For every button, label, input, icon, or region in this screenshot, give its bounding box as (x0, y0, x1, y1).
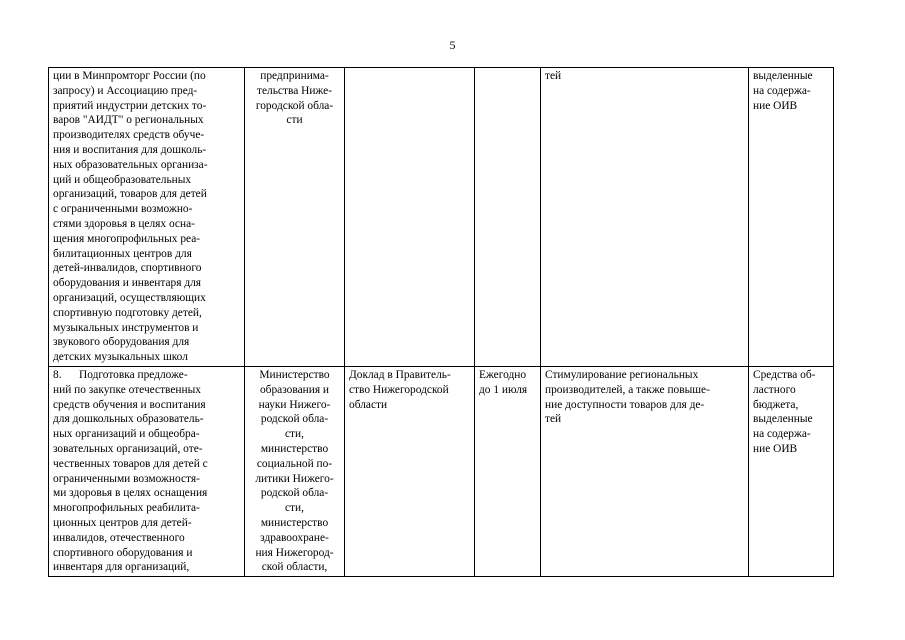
text-line: до 1 июля (479, 383, 528, 396)
text-line: ской области, (261, 561, 328, 574)
text-line: организаций, товаров для детей (53, 188, 207, 201)
text-line: ние ОИВ (753, 99, 798, 112)
text-line: области (349, 398, 388, 411)
text-line: для дошкольных образователь- (53, 413, 204, 426)
table-row (49, 366, 834, 576)
text-line: производителей, а также повыше- (545, 383, 710, 396)
text-line: тей (545, 413, 562, 426)
text-line: ных организаций и общеобра- (53, 428, 200, 441)
funding-cell (749, 68, 834, 367)
text-line: родской обла- (260, 487, 329, 500)
text-line: Ежегодно (479, 368, 527, 381)
text-line: ций и общеобразовательных (53, 173, 192, 186)
measure-cell (49, 366, 245, 576)
deadline-cell (475, 366, 541, 576)
text-line: детских музыкальных школ (53, 351, 188, 364)
text-line: организаций, осуществляющих (53, 291, 206, 304)
text-line: средств обучения и воспитания (53, 398, 206, 411)
page-number: 5 (449, 38, 456, 52)
text-line: детей-инвалидов, спортивного (53, 262, 202, 275)
text-line: литики Нижего- (255, 472, 334, 485)
responsible-cell (245, 366, 345, 576)
measure-first-line (53, 368, 240, 383)
responsible-cell (245, 68, 345, 367)
text-line: Стимулирование региональных (545, 368, 699, 381)
text-line: ство Нижегородской (349, 383, 449, 396)
text-line: Доклад в Правитель- (349, 368, 451, 381)
text-line: ние ОИВ (753, 442, 798, 455)
text-line: сти, (285, 428, 304, 441)
funding-cell (749, 366, 834, 576)
text-line: чественных товаров для детей с (53, 457, 208, 470)
text-line: министерство (260, 442, 329, 455)
text-line: ластного (753, 383, 796, 396)
row-number: 8. (53, 368, 62, 381)
text-line: ных образовательных организа- (53, 158, 208, 171)
text-line: многопрофильных реабилита- (53, 502, 200, 515)
text-line: сти (286, 114, 303, 127)
text-line: ционных центров для детей- (53, 516, 192, 529)
text-line: тельства Ниже- (257, 84, 332, 97)
text-line: оборудования и инвентаря для (53, 277, 202, 290)
text-line: спортивную подготовку детей, (53, 306, 202, 319)
deadline-cell (475, 68, 541, 367)
text-line: приятий индустрии детских то- (53, 99, 207, 112)
text-line: бюджета, (753, 398, 799, 411)
text-line: на содержа- (753, 84, 811, 97)
text-line: городской обла- (255, 99, 334, 112)
text-line: билитационных центров для (53, 247, 192, 260)
text-line: производителях средств обуче- (53, 129, 205, 142)
plan-table (48, 67, 834, 577)
text-line: инвалидов, отечественного (53, 531, 185, 544)
text-line: спортивного оборудования и (53, 546, 193, 559)
text-line: музыкальных инструментов и (53, 321, 199, 334)
text-line: министерство (260, 516, 329, 529)
text-line: ции в Минпромторг России (по (53, 70, 206, 82)
text-line: на содержа- (753, 428, 811, 441)
text-line: науки Нижего- (258, 398, 331, 411)
text-line: щения многопрофильных реа- (53, 232, 201, 245)
text-line: стями здоровья в целях осна- (53, 217, 195, 230)
text-line: инвентаря для организаций, (53, 561, 190, 574)
text-line: ния Нижегород- (255, 546, 334, 559)
measure-cell (49, 68, 245, 367)
text-line: тей (545, 70, 562, 82)
text-line: ограниченными возможностя- (53, 472, 200, 485)
text-line: предпринима- (260, 70, 329, 82)
text-line: Средства об- (753, 368, 816, 381)
text-line: ми здоровья в целях оснащения (53, 487, 208, 500)
text-line: образования и (259, 383, 330, 396)
text-line: социальной по- (256, 457, 333, 470)
text-line: сти, (285, 502, 304, 515)
text-line: с ограниченными возможно- (53, 203, 193, 216)
text-line: здравоохране- (260, 531, 329, 544)
text-line: варов "АИДТ" о региональных (53, 114, 204, 127)
text-line: звукового оборудования для (53, 336, 190, 349)
text-line: ния и воспитания для дошколь- (53, 143, 207, 156)
text-line: выделенные (753, 70, 813, 82)
text-line: родской обла- (260, 413, 329, 426)
text-line: запросу) и Ассоциацию пред- (53, 84, 198, 97)
text-line: выделенные (753, 413, 813, 426)
text-line: ний по закупке отечественных (53, 383, 201, 396)
report-form-cell (345, 68, 475, 367)
text-line: ние доступности товаров для де- (545, 398, 705, 411)
report-form-cell (345, 366, 475, 576)
text-line: зовательных организаций, оте- (53, 442, 203, 455)
result-cell (541, 366, 749, 576)
measure-first-text: Подготовка предложе- (79, 368, 188, 381)
result-cell (541, 68, 749, 367)
text-line: Министерство (259, 368, 330, 381)
table-row (49, 68, 834, 367)
